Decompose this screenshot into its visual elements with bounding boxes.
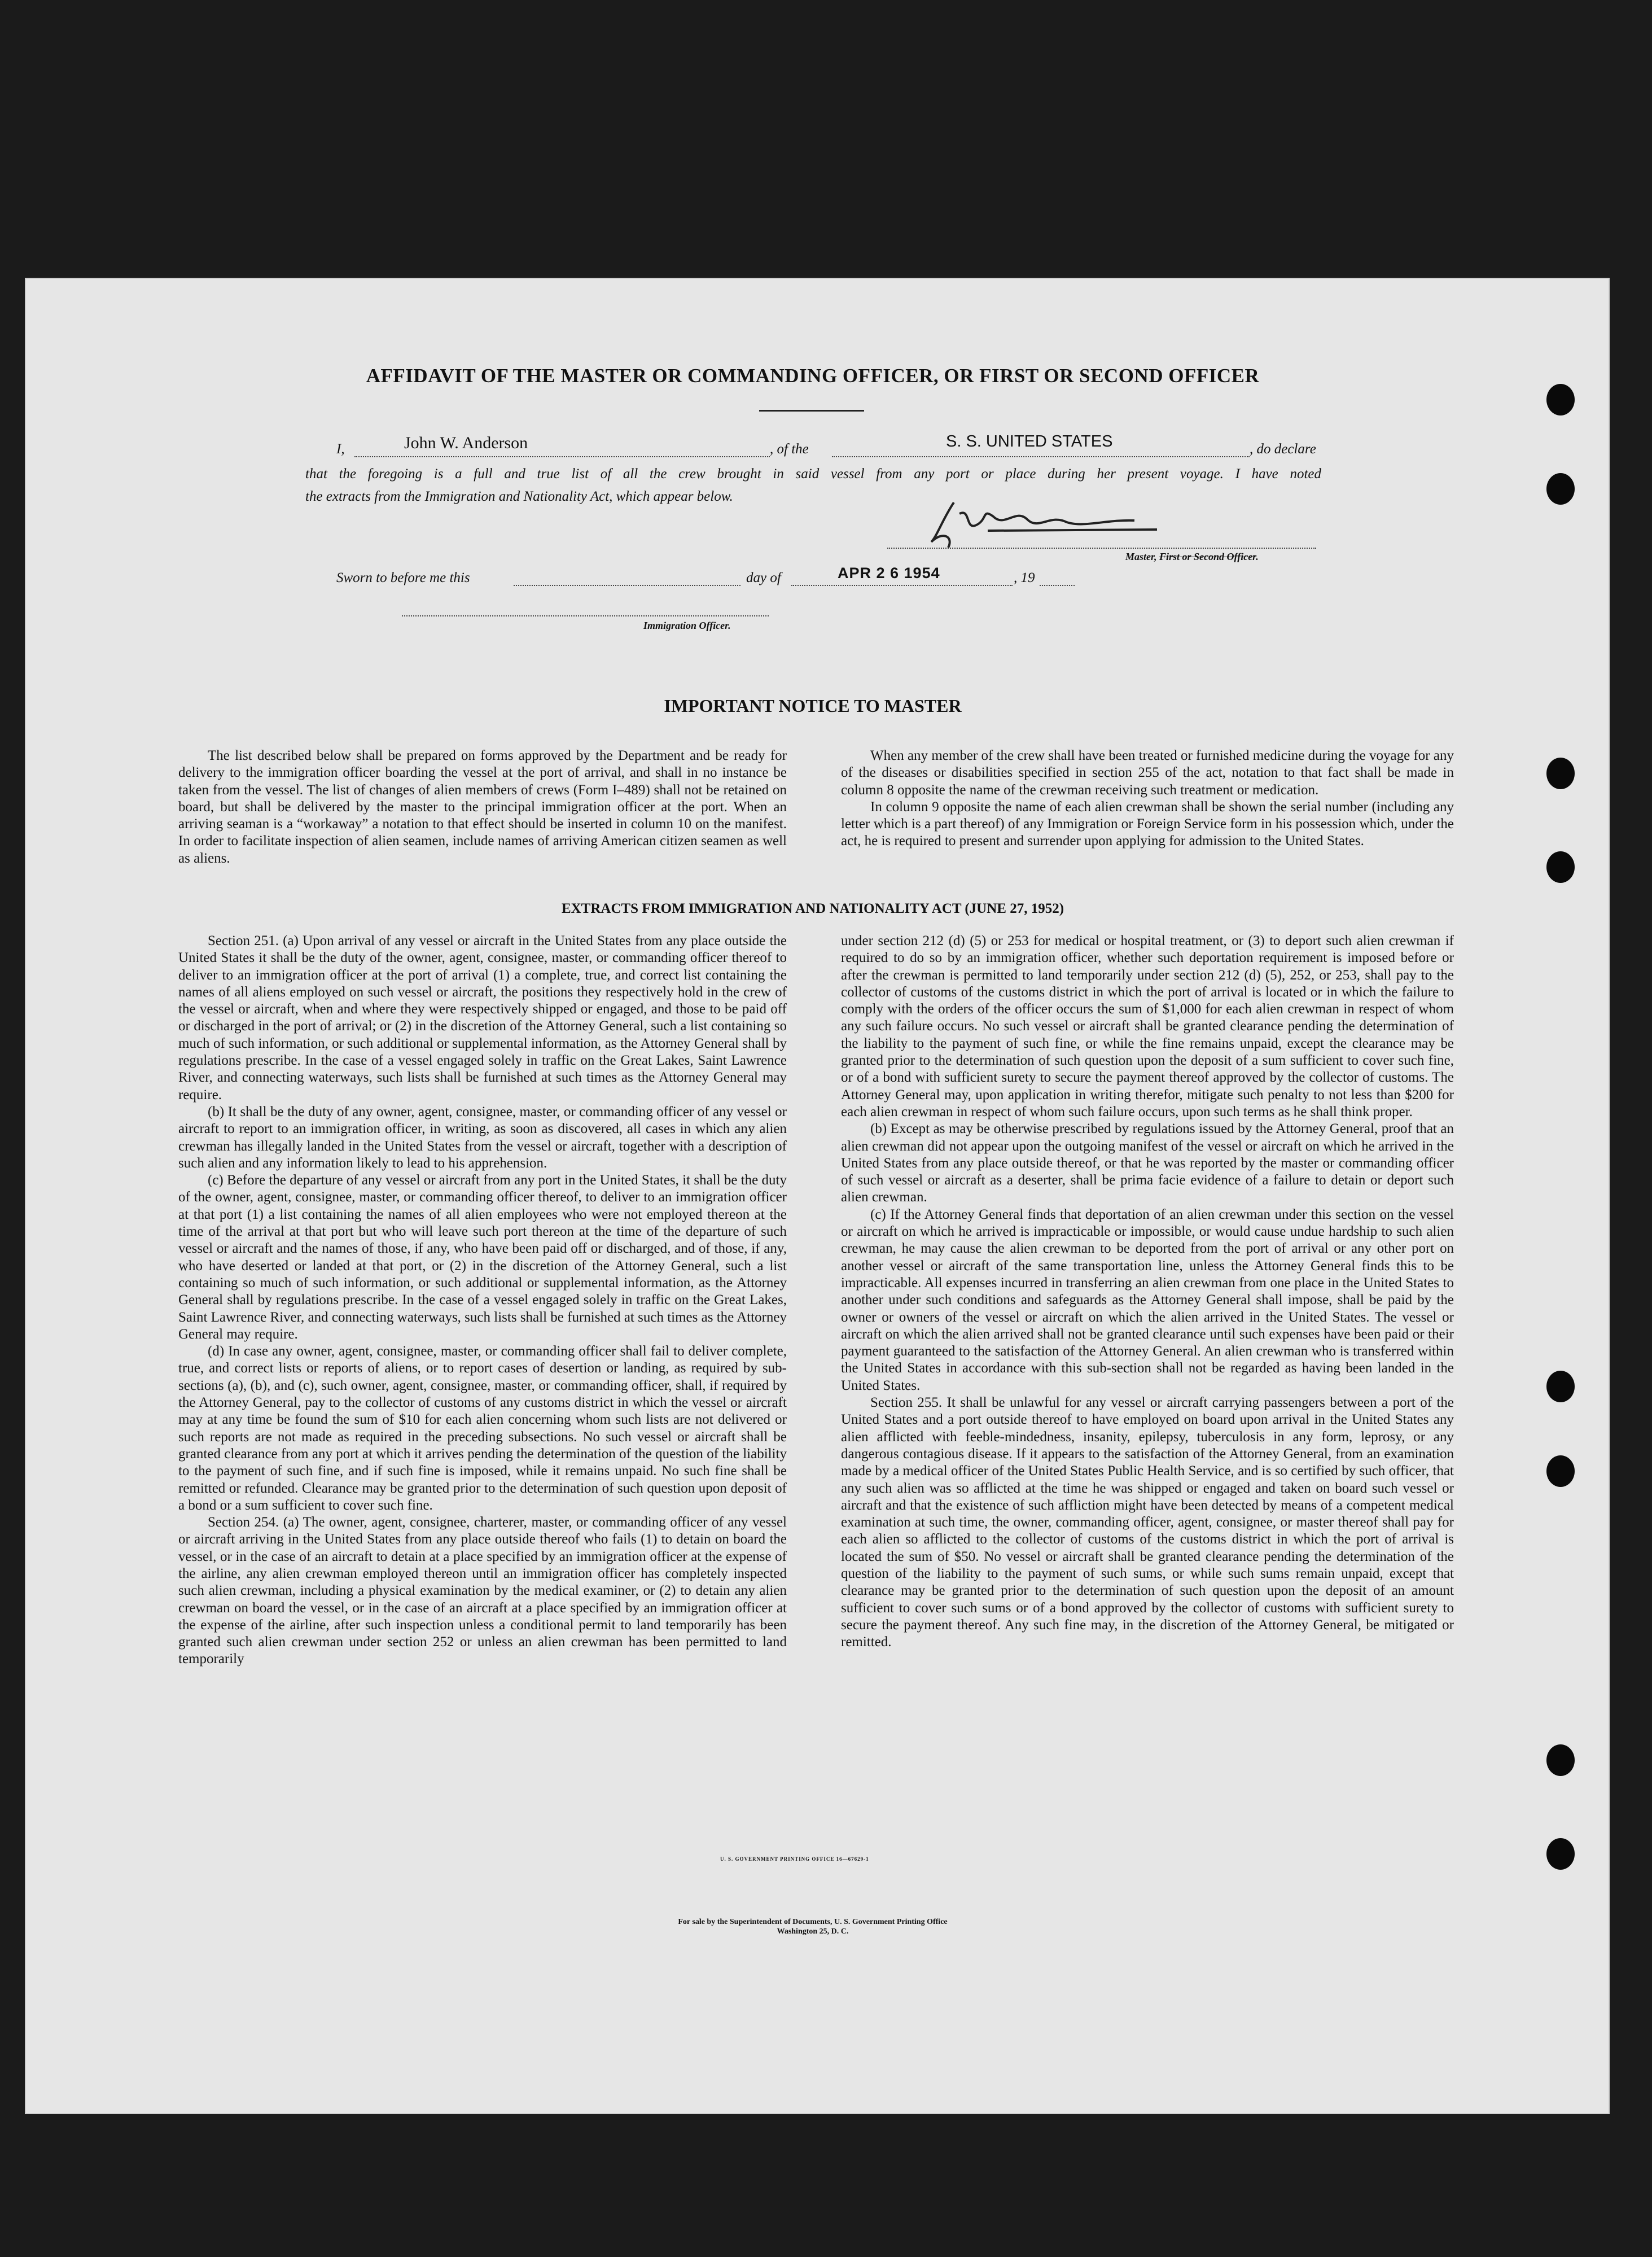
extract-paragraph: under section 212 (d) (5) or 253 for medical or hospital treatment, or (3) to deport such alien crewman if required to do so by an immigration officer, whether such deportation requirement is imposed before or after the crewman is permitted to land temporarily under section 212 (d) (5), 252, or 253, shall pay to the collector of customs of the customs district in which the port of arrival is located or in which the failure to comply with the orders of the officer occurs the sum of $1,000 for each alien crewman in respect of whom any such failure occurs. No such vessel or aircraft shall be granted clearance pending the determination of the liability to the payment of such fine, or while the fine remains unpaid, except the clearance may be granted prior to the determination of such question upon the deposit of a sum sufficient to cover such fine, or of a bond with sufficient surety to secure the payment thereof approved by the collector of customs. The Attorney General may, upon application in writing therefor, mitigate such penalty to not less than $200 for each alien crewman in respect of whom such failure occurs, upon such terms as he shall think proper.	[841, 933, 1454, 1119]
affidavit-statement-2: the extracts from the Immigration and Nationality Act, which appear below.	[305, 489, 733, 504]
immigration-officer-caption: Immigration Officer.	[643, 620, 731, 631]
of-the-label: , of the	[770, 441, 809, 457]
vessel-line	[832, 456, 1250, 457]
year-line	[1040, 585, 1075, 586]
punch-hole	[1546, 851, 1575, 883]
date-stamp: APR 2 6 1954	[838, 565, 940, 581]
notice-left-column	[178, 747, 787, 867]
sworn-day-line	[514, 585, 740, 586]
extract-paragraph: Section 251. (a) Upon arrival of any vessel or aircraft in the United States from any place outside the United States it shall be the duty of the owner, agent, consignee, master, or commanding officer thereof to deliver to an immigration officer at the port of arrival (1) a complete, true, and correct list containing the names of all aliens employed on such vessel or aircraft, the positions they respectively hold in the crew of the vessel or aircraft, when and where they were respectively shipped or engaged, and those to be paid off or discharged in the port of arrival; or (2) in the discretion of the Attorney General, such a list containing so much of such information, or such additional or supplemental information, as the Attorney General shall by regulations prescribe. In the case of a vessel engaged solely in traffic on the Great Lakes, Saint Lawrence River, and connecting waterways, such lists shall be furnished at such times as the Attorney General may require.	[178, 933, 787, 1103]
master-suffix: .	[1256, 551, 1259, 562]
punch-hole	[1546, 473, 1575, 505]
notice-title: IMPORTANT NOTICE TO MASTER	[664, 696, 962, 716]
footer	[0, 1917, 1625, 1936]
vessel-name: S. S. UNITED STATES	[946, 432, 1113, 450]
extracts-right-column	[841, 933, 1454, 1651]
day-of-label: day of	[746, 570, 781, 585]
extract-paragraph: Section 255. It shall be unlawful for any vessel or aircraft carrying passengers between a port of the United States and a port outside thereof to have employed on board upon arrival in the United States any alien afflicted with feeble-mindedness, insanity, epilepsy, tuberculosis in any form, leprosy, or any dangerous contagious disease. If it appears to the satisfaction of the Attorney General, from an examination made by a medical officer of the United States Public Health Service, and is so certified by such officer, that any such alien was so afflicted at the time he was shipped or engaged and taken on board such vessel or aircraft and that the existence of such affliction might have been detected by means of a competent medical examination at such time, the owner, commanding officer, agent, consignee, or master thereof shall pay for each alien so afflicted to the collector of customs of the customs district in which the port of arrival is located the sum of $50. No vessel or aircraft shall be granted clearance pending the determination of the question of the liability to the payment of such sums, or while such sums remain unpaid, except that clearance may be granted prior to the determination of such question upon the deposit of an amount sufficient to cover such sums or of a bond approved by the collector of customs with sufficient surety to secure the payment thereof. Any such fine may, in the discretion of the Attorney General, be mitigated or remitted.	[841, 1395, 1454, 1650]
punch-hole	[1546, 1744, 1575, 1776]
affidavit-title: AFFIDAVIT OF THE MASTER OR COMMANDING OFFICER, OR FIRST OR SECOND OFFICER	[366, 365, 1260, 387]
notice-paragraph: The list described below shall be prepared on forms approved by the Department and be ready for delivery to the immigration officer boarding the vessel at the port of arrival, and shall in no instance be taken from the vessel. The list of changes of alien members of crews (Form I–489) shall not be retained on board, but shall be delivered by the master to the principal immigration officer at the port. When an arriving seaman is a “workaway” a notation to that effect should be inserted in column 10 on the manifest. In order to facilitate inspection of alien seamen, include names of arriving American citizen seamen as well as aliens.	[178, 748, 787, 866]
punch-hole	[1546, 384, 1575, 415]
extract-paragraph: (b) Except as may be otherwise prescribed by regulations issued by the Attorney General, proof that an alien crewman did not appear upon the outgoing manifest of the vessel or aircraft on which he arrived in the United States from any place outside thereof, or that he was reported by the master or commanding officer of such vessel or aircraft as a deserter, shall be prima facie evidence of a failure to detain or deport such alien crewman.	[841, 1121, 1454, 1205]
signature	[920, 497, 1174, 553]
punch-hole	[1546, 1371, 1575, 1402]
extract-paragraph: (c) Before the departure of any vessel or aircraft from any port in the United States, it shall be the duty of the owner, agent, consignee, master, or commanding officer thereof, to deliver to an immigration officer at that port (1) a list containing the names of all alien employees who were not employed thereon at the time of the arrival at that port but who will leave such port thereon at the time of the departure of such vessel or aircraft and the names of those, if any, who have been paid off or discharged, and of those, if any, who have deserted or landed at that port, or (2) in the discretion of the Attorney General, such a list containing so much of such information, or such additional or supplemental information, as the Attorney General shall by regulations prescribe. In the case of a vessel engaged solely in traffic on the Great Lakes, Saint Lawrence River, and connecting waterways, such lists shall be furnished at such times as the Attorney General may require.	[178, 1173, 787, 1342]
struck-officer-label: First or Second Officer	[1159, 551, 1256, 562]
sworn-month-line	[791, 585, 1013, 586]
master-caption	[1125, 551, 1259, 563]
footer-line-2: Washington 25, D. C.	[777, 1927, 849, 1936]
notice-paragraph: In column 9 opposite the name of each alien crewman shall be shown the serial number (including any letter which is a part thereof) of any Immigration or Foreign Service form in his possession which, under the act, he is required to present and surrender upon applying for admission to the United States.	[841, 799, 1454, 849]
extract-paragraph: (b) It shall be the duty of any owner, agent, consignee, master, or commanding officer of any vessel or aircraft to report to an immigration officer, in writing, as soon as discovered, all cases in which any alien crewman has illegally landed in the United States from the vessel or aircraft, together with a description of such alien and any information likely to lead to his apprehension.	[178, 1104, 787, 1171]
master-signature-line	[887, 548, 1316, 549]
immigration-officer-line	[402, 615, 769, 616]
punch-hole	[1546, 1455, 1575, 1487]
notice-paragraph: When any member of the crew shall have been treated or furnished medicine during the voyage for any of the diseases or disabilities specified in section 255 of the act, notation to that fact shall be made in column 8 opposite the name of the crewman receiving such treatment or medication.	[841, 748, 1454, 798]
extracts-left-column	[178, 933, 787, 1668]
footer-line-1: For sale by the Superintendent of Documents, U. S. Government Printing Office	[678, 1918, 948, 1926]
notice-right-column	[841, 747, 1454, 850]
punch-hole	[1546, 758, 1575, 789]
master-name: John W. Anderson	[404, 434, 528, 452]
extracts-title: EXTRACTS FROM IMMIGRATION AND NATIONALITY ACT (JUNE 27, 1952)	[561, 901, 1064, 916]
affidavit-statement-1: that the foregoing is a full and true list of all the crew brought in said vessel from any port or place during her present voyage. I have noted	[305, 466, 1321, 482]
punch-hole	[1546, 1838, 1575, 1870]
gpo-imprint: U. S. GOVERNMENT PRINTING OFFICE 16—67629-1	[720, 1856, 869, 1862]
title-rule	[759, 410, 864, 412]
extract-paragraph: Section 254. (a) The owner, agent, consignee, charterer, master, or commanding officer of any vessel or aircraft arriving in the United States from any place outside thereof who fails (1) to detain on board the vessel, or in the case of an aircraft to detain at a place specified by an immigration officer at the expense of the airline, any alien crewman employed thereon until an immigration officer has completely inspected such alien crewman, including a physical examination by the medical examiner, or (2) to detain any alien crewman on board the vessel, or in the case of an aircraft at a place specified by an immigration officer at the expense of the airline, after such inspection unless a conditional permit to land temporarily has been granted such alien crewman under section 252 or unless an alien crewman has been permitted to land temporarily	[178, 1515, 787, 1667]
name-line	[354, 456, 770, 457]
sworn-label: Sworn to before me this	[336, 570, 470, 585]
do-declare-label: , do declare	[1250, 441, 1316, 457]
extract-paragraph: (c) If the Attorney General finds that deportation of an alien crewman under this section on the vessel or aircraft on which he arrived is impracticable or impossible, or would cause undue hardship to such alien crewman, he may cause the alien crewman to be deported from the port of arrival or any other port on another vessel or aircraft of the same transportation line, unless the Attorney General finds this to be impracticable. All expenses incurred in transferring an alien crewman from one place in the United States to another under such conditions and safeguards as the Attorney General shall impose, shall be paid by the owner or owners of the vessel or aircraft on which the alien arrived in the United States. The vessel or aircraft on which the alien arrived shall not be granted clearance until such expenses have been paid or their payment guaranteed to the satisfaction of the Attorney General. An alien crewman who is transferred within the United States in accordance with this sub-section shall not be regarded as having been landed in the United States.	[841, 1206, 1454, 1393]
year-label: , 19	[1014, 570, 1035, 585]
extract-paragraph: (d) In case any owner, agent, consignee, master, or commanding officer shall fail to deliver complete, true, and correct lists or reports of aliens, or to report cases of desertion or landing, as required by sub-sections (a), (b), and (c), such owner, agent, consignee, master, or commanding officer, shall, if required by the Attorney General, pay to the collector of customs of any customs district in which the vessel or aircraft may at any time be found the sum of $10 for each alien concerning whom such lists are not delivered or such reports are not made as required in the preceding subsections. No such vessel or aircraft shall be granted clearance from any port at which it arrives pending the determination of the question of the liability to the payment of such fine, and if such fine is imposed, while it remains unpaid. No such fine shall be remitted or refunded. Clearance may be granted prior to the determination of such question upon deposit of a bond or a sum sufficient to cover such fine.	[178, 1344, 787, 1513]
affidavit-prefix: I,	[336, 441, 345, 457]
master-label: Master,	[1125, 551, 1157, 562]
